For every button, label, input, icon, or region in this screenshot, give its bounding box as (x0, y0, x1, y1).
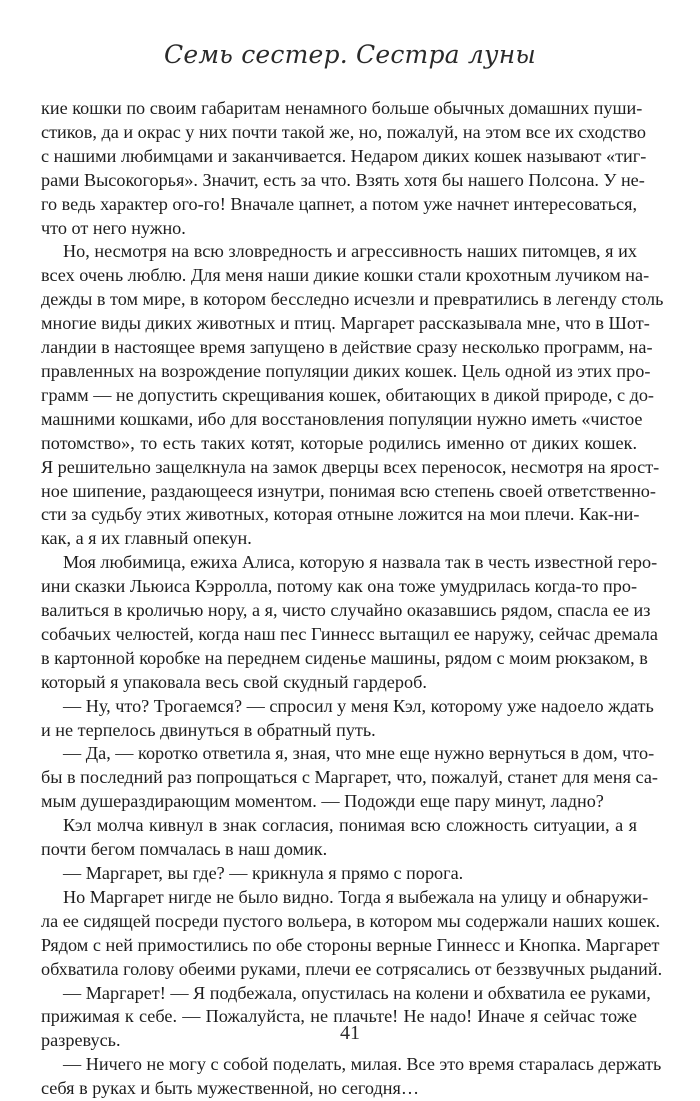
text-line: прижимая к себе. — Пожалуйста, не плачьте! Не надо! Иначе я сейчас тоже (41, 1006, 637, 1027)
text-line: который я упаковала весь свой скудный гардероб. (41, 671, 427, 692)
text-line: Но Маргарет нигде не было видно. Тогда я выбежала на улицу и обнаружи- (63, 886, 649, 907)
text-line: бы в последний раз попрощаться с Маргарет, что, пожалуй, станет для меня са- (41, 767, 658, 788)
text-line: разревусь. (41, 1030, 121, 1051)
text-line: грамм — не допустить скрещивания кошек, обитающих в дикой природе, с до- (41, 384, 654, 405)
text-line: почти бегом помчалась в наш домик. (41, 839, 328, 860)
text-line: стиков, да и окрас у них почти такой же, но, пожалуй, на этом все их сходство (41, 121, 646, 142)
paragraph (41, 97, 647, 240)
text-line: Кэл молча кивнул в знак согласия, понимая всю сложность ситуации, а я (63, 815, 637, 836)
paragraph (41, 814, 637, 862)
text-line: себя в руках и быть мужественной, но сегодня… (41, 1078, 420, 1099)
text-line: с нашими любимцами и заканчивается. Недаром диких кошек называют «тиг- (41, 145, 647, 166)
text-line: Моя любимица, ежиха Алиса, которую я назвала так в честь известной геро- (63, 552, 658, 573)
text-line: — Маргарет! — Я подбежала, опустилась на колени и обхватила ее руками, (63, 982, 651, 1003)
text-line: многие виды диких животных и птиц. Маргарет рассказывала мне, что в Шот- (41, 313, 650, 334)
text-line: что от него нужно. (41, 217, 186, 238)
body-text (41, 97, 664, 1101)
paragraph (41, 695, 654, 743)
text-line: дежды в том мире, в котором бесследно исчезли и превратились в легенду столь (41, 289, 664, 310)
text-line: — Ничего не могу с собой поделать, милая. Все это время старалась держать (63, 1054, 662, 1075)
text-line: ландии в настоящее время запущено в действие сразу несколько программ, на- (41, 337, 653, 358)
paragraph (41, 1053, 662, 1101)
text-line: го ведь характер ого-го! Вначале цапнет, а потом уже начнет интересоваться, (41, 193, 637, 214)
text-line: сти за судьбу этих животных, которая отныне ложится на мои плечи. Как-ни- (41, 504, 640, 525)
text-line: мым душераздирающим моментом. — Подожди еще пару минут, ладно? (41, 791, 604, 812)
text-line: валиться в кроличью нору, а я, чисто случайно оказавшись рядом, спасла ее из (41, 600, 651, 621)
text-line: ла ее сидящей посреди пустого вольера, в котором мы содержали наших кошек. (41, 910, 661, 931)
text-line: собачьих челюстей, когда наш пес Гиннесс вытащил ее наружу, сейчас дремала (41, 623, 658, 644)
text-line: Я решительно защелкнула на замок дверцы всех переносок, несмотря на ярост- (41, 456, 660, 477)
paragraph (41, 742, 658, 814)
text-line: как, а я их главный опекун. (41, 528, 252, 549)
text-line: в картонной коробке на переднем сиденье машины, рядом с моим рюкзаком, в (41, 647, 648, 668)
text-line: машними кошками, ибо для восстановления популяции нужно иметь «чистое (41, 408, 643, 429)
text-line: всех очень люблю. Для меня наши дикие кошки стали крохотным лучиком на- (41, 265, 650, 286)
text-line: и не терпелось двинуться в обратный путь. (41, 719, 376, 740)
text-line: Рядом с ней примостились по обе стороны верные Гиннесс и Кнопка. Маргарет (41, 934, 660, 955)
text-line: кие кошки по своим габаритам ненамного больше обычных домашних пуши- (41, 98, 643, 118)
paragraph (41, 240, 664, 551)
text-line: — Ну, что? Трогаемся? — спросил у меня Кэл, которому уже надоело ждать (63, 695, 654, 716)
text-line: обхватила голову обеими руками, плечи ее сотрясались от беззвучных рыданий. (41, 958, 663, 979)
text-line: правленных на возрождение популяции диких кошек. Цель одной из этих про- (41, 360, 651, 381)
text-line: — Да, — коротко ответила я, зная, что мне еще нужно вернуться в дом, что- (63, 743, 655, 764)
text-line: ное шипение, раздающееся изнутри, понимая всю степень своей ответственно- (41, 480, 656, 501)
paragraph (41, 886, 663, 982)
text-line: — Маргарет, вы где? — крикнула я прямо с порога. (63, 863, 464, 883)
text-line: рами Высокогорья». Значит, есть за что. Взять хотя бы нашего Полсона. У не- (41, 169, 645, 190)
paragraph (41, 862, 637, 886)
text-line: потомство», то есть таких котят, которые родились именно от диких кошек. (41, 432, 637, 453)
text-line: ини сказки Льюиса Кэрролла, потому как она тоже умудрилась когда-то про- (41, 576, 637, 597)
running-head: Семь сестер. Сестра луны (164, 40, 536, 69)
page-number: 41 (340, 1022, 360, 1044)
paragraph (41, 551, 658, 694)
text-line: Но, несмотря на всю зловредность и агрессивность наших питомцев, я их (63, 241, 637, 262)
